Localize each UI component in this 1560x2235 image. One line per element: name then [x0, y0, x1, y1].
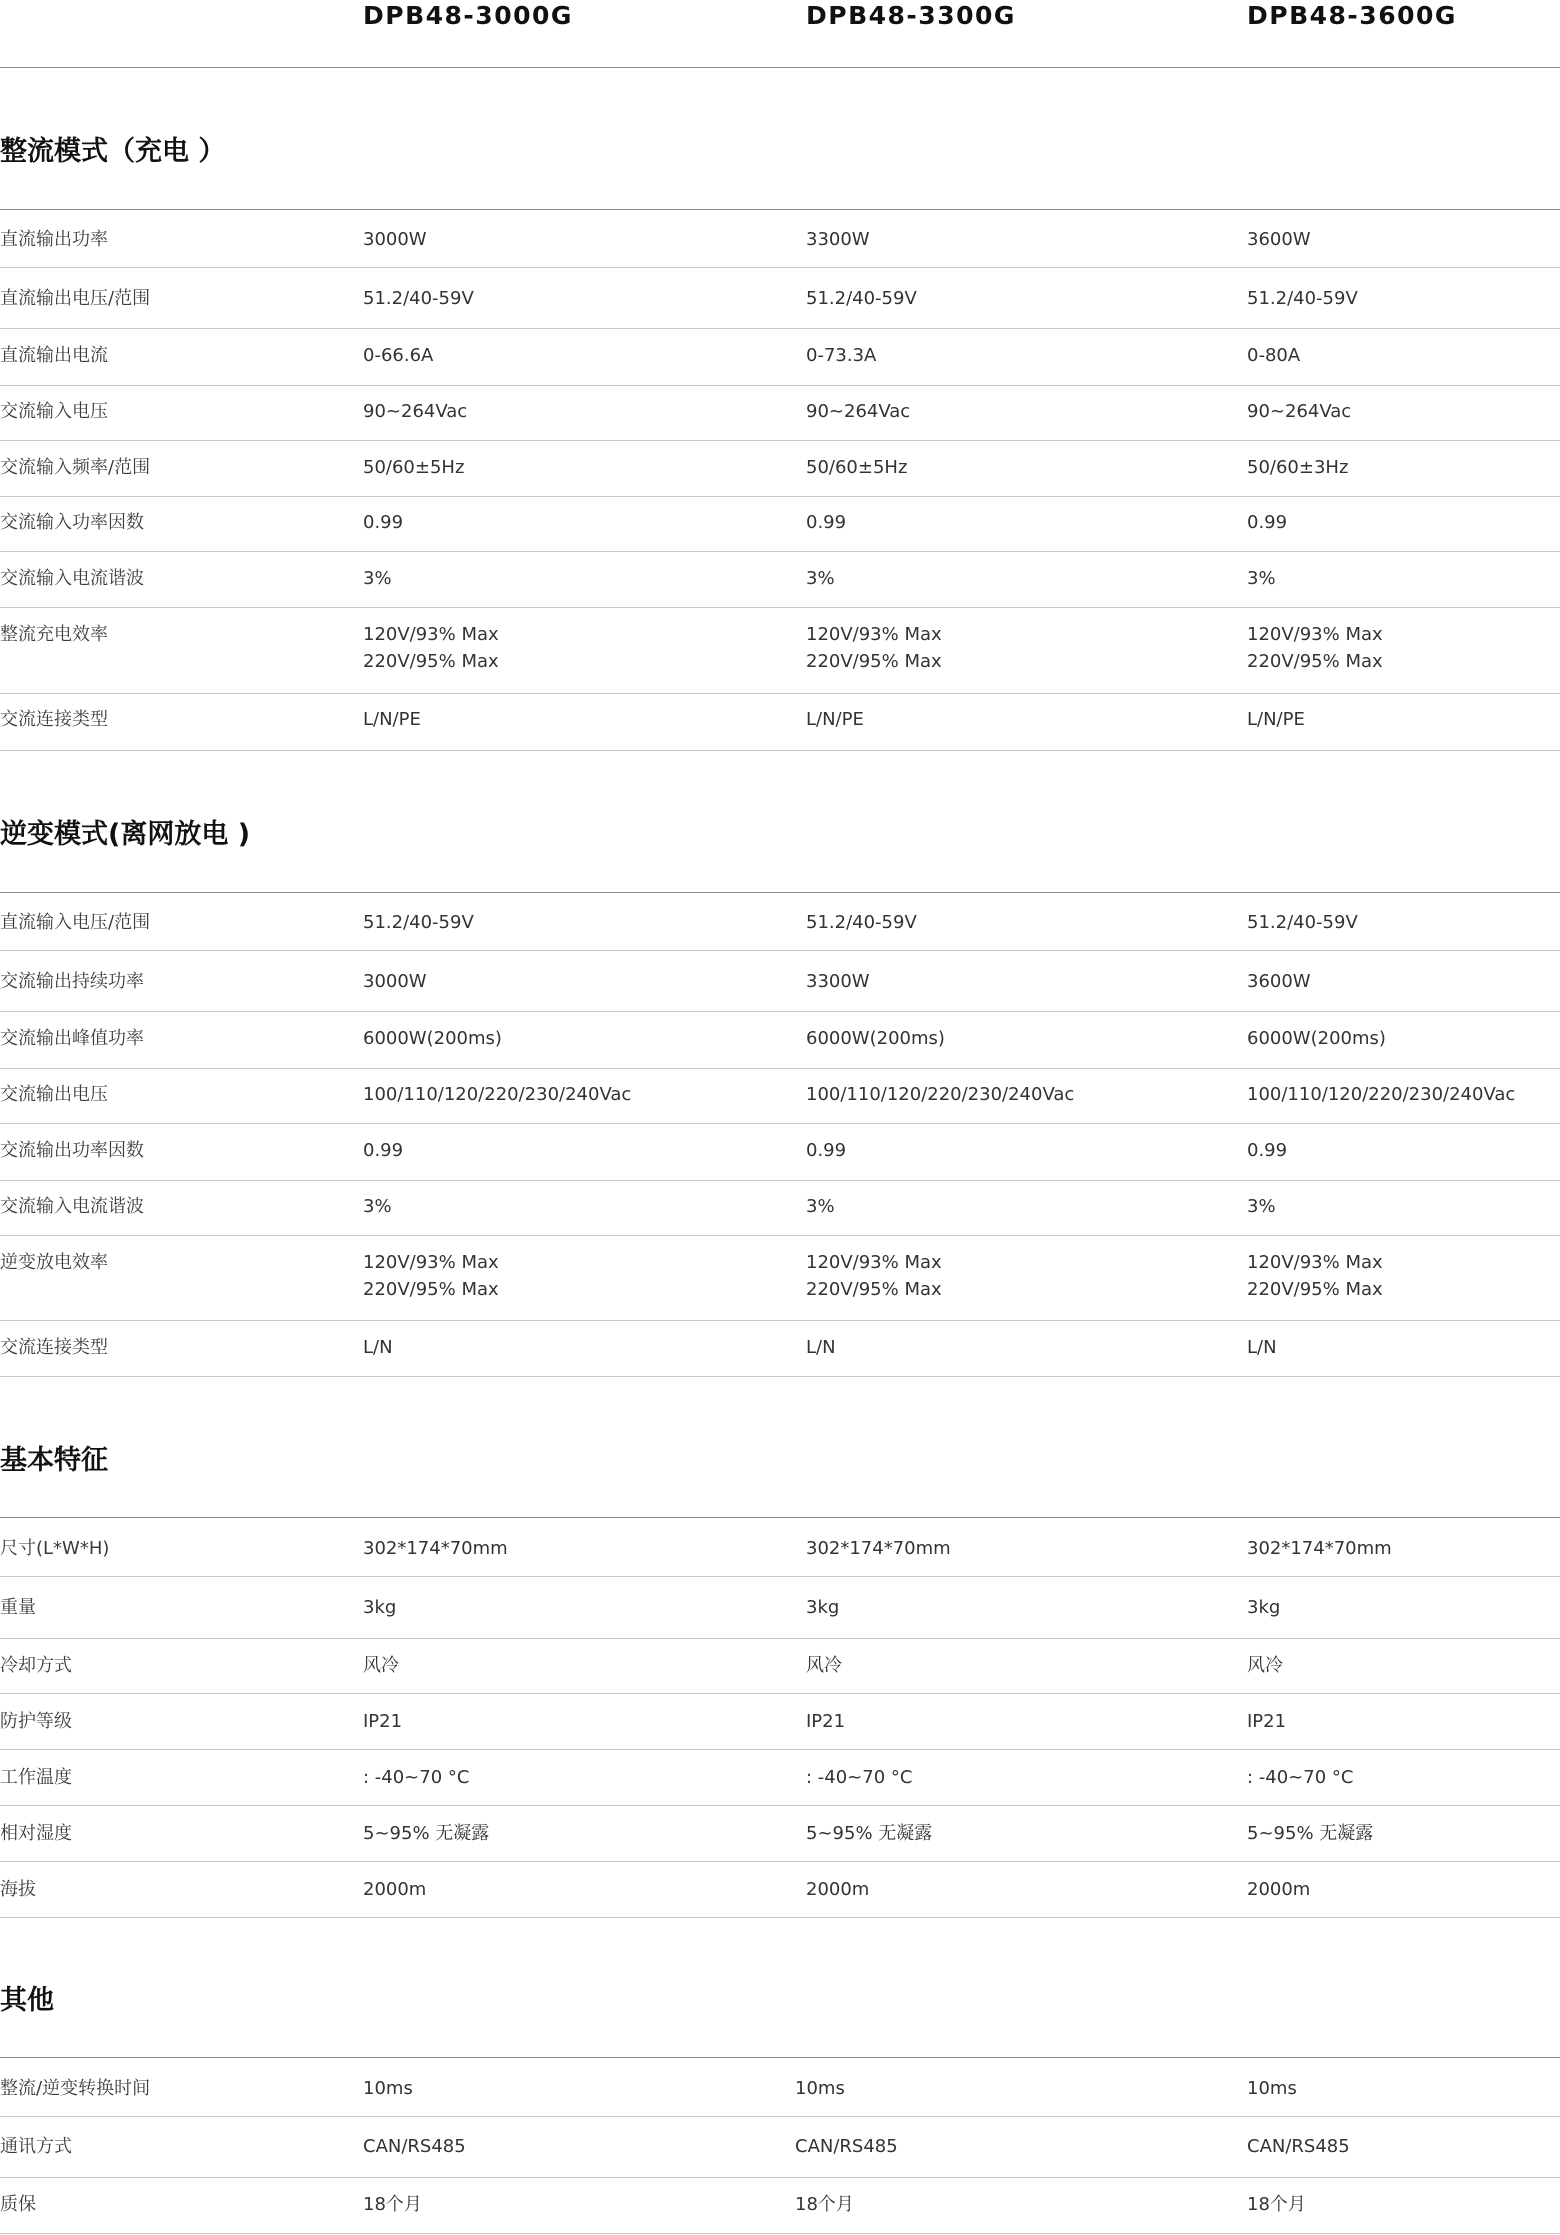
spec-value-model-3: 6000W(200ms) — [1247, 1028, 1386, 1049]
spec-label: 防护等级 — [0, 1711, 72, 1732]
spec-label: 海拔 — [0, 1879, 36, 1900]
spec-value-model-3: L/N/PE — [1247, 709, 1305, 730]
section-title: 整流模式（充电 ） — [0, 136, 226, 167]
spec-value-model-2: IP21 — [806, 1711, 846, 1732]
spec-value-model-2: 0.99 — [806, 512, 847, 533]
spec-label: 交流输出持续功率 — [0, 971, 144, 992]
spec-label: 交流输入功率因数 — [0, 512, 144, 533]
spec-label: 交流连接类型 — [0, 1337, 108, 1358]
row-divider — [0, 2233, 1560, 2234]
spec-value-model-1: 90~264Vac — [363, 401, 468, 422]
spec-value-model-3: 0.99 — [1247, 512, 1288, 533]
row-divider — [0, 607, 1560, 608]
row-divider — [0, 750, 1560, 751]
spec-value-model-1: 10ms — [363, 2078, 413, 2099]
row-divider — [0, 551, 1560, 552]
row-divider — [0, 1068, 1560, 1069]
row-divider — [0, 1861, 1560, 1862]
spec-value-model-2: 10ms — [795, 2078, 845, 2099]
spec-value-model-2: CAN/RS485 — [795, 2136, 898, 2157]
spec-value-model-2: 2000m — [806, 1879, 870, 1900]
row-divider — [0, 2177, 1560, 2178]
row-divider — [0, 950, 1560, 951]
row-divider — [0, 1693, 1560, 1694]
spec-value-model-2: 51.2/40-59V — [806, 912, 917, 933]
spec-value-model-3: 3600W — [1247, 971, 1311, 992]
spec-value-model-1: 50/60±5Hz — [363, 457, 465, 478]
spec-value-model-1: 3000W — [363, 971, 427, 992]
spec-label: 整流/逆变转换时间 — [0, 2078, 151, 2099]
row-divider — [0, 1123, 1560, 1124]
spec-value-model-3: 100/110/120/220/230/240Vac — [1247, 1084, 1516, 1105]
row-divider — [0, 1180, 1560, 1181]
spec-value-model-3: CAN/RS485 — [1247, 2136, 1350, 2157]
spec-label: 交流输入电压 — [0, 401, 108, 422]
spec-label: 重量 — [0, 1597, 36, 1618]
spec-value-model-3: 51.2/40-59V — [1247, 912, 1358, 933]
spec-value-model-3: 90~264Vac — [1247, 401, 1352, 422]
spec-value-model-1: 风冷 — [363, 1655, 399, 1676]
spec-value-model-2: L/N/PE — [806, 709, 864, 730]
spec-value-model-1: CAN/RS485 — [363, 2136, 466, 2157]
spec-value-model-3: 3% — [1247, 568, 1276, 589]
row-divider — [0, 1805, 1560, 1806]
spec-value-model-2: : -40~70 °C — [806, 1767, 913, 1788]
spec-value-model-1: 120V/93% Max 220V/95% Max — [363, 1252, 499, 1300]
spec-value-model-3: 2000m — [1247, 1879, 1311, 1900]
spec-label: 交流输出电压 — [0, 1084, 108, 1105]
spec-label: 交流输入频率/范围 — [0, 457, 151, 478]
spec-value-model-3: L/N — [1247, 1337, 1277, 1358]
row-divider — [0, 1576, 1560, 1577]
spec-value-model-1: 18个月 — [363, 2194, 422, 2215]
spec-value-model-2: 风冷 — [806, 1655, 842, 1676]
spec-value-model-1: L/N/PE — [363, 709, 421, 730]
spec-label: 工作温度 — [0, 1767, 72, 1788]
spec-label: 交流输出功率因数 — [0, 1140, 144, 1161]
row-divider — [0, 1376, 1560, 1377]
spec-value-model-2: L/N — [806, 1337, 836, 1358]
spec-value-model-1: L/N — [363, 1337, 393, 1358]
spec-label: 通讯方式 — [0, 2136, 72, 2157]
spec-value-model-1: 3kg — [363, 1597, 397, 1618]
spec-value-model-2: 50/60±5Hz — [806, 457, 908, 478]
spec-value-model-2: 3kg — [806, 1597, 840, 1618]
header-divider — [0, 67, 1560, 68]
spec-value-model-3: 0.99 — [1247, 1140, 1288, 1161]
spec-value-model-1: 302*174*70mm — [363, 1538, 508, 1559]
row-divider — [0, 267, 1560, 268]
row-divider — [0, 496, 1560, 497]
section-divider — [0, 209, 1560, 210]
spec-label: 整流充电效率 — [0, 624, 108, 645]
row-divider — [0, 2116, 1560, 2117]
spec-value-model-3: 0-80A — [1247, 345, 1301, 366]
spec-value-model-2: 302*174*70mm — [806, 1538, 951, 1559]
spec-value-model-2: 0-73.3A — [806, 345, 877, 366]
row-divider — [0, 1235, 1560, 1236]
spec-value-model-2: 0.99 — [806, 1140, 847, 1161]
spec-label: 尺寸(L*W*H) — [0, 1538, 110, 1559]
spec-value-model-3: 120V/93% Max 220V/95% Max — [1247, 1252, 1383, 1300]
spec-label: 交流输出峰值功率 — [0, 1028, 144, 1049]
section-title: 其他 — [0, 1985, 54, 2016]
spec-value-model-1: 51.2/40-59V — [363, 288, 474, 309]
spec-label: 交流连接类型 — [0, 709, 108, 730]
spec-value-model-3: IP21 — [1247, 1711, 1287, 1732]
spec-value-model-2: 6000W(200ms) — [806, 1028, 945, 1049]
row-divider — [0, 1320, 1560, 1321]
row-divider — [0, 385, 1560, 386]
spec-label: 冷却方式 — [0, 1655, 72, 1676]
spec-value-model-3: 10ms — [1247, 2078, 1297, 2099]
model-header-1: DPB48-3000G — [363, 1, 573, 30]
spec-value-model-1: : -40~70 °C — [363, 1767, 470, 1788]
spec-value-model-3: 18个月 — [1247, 2194, 1306, 2215]
spec-value-model-1: 0.99 — [363, 512, 404, 533]
row-divider — [0, 1917, 1560, 1918]
spec-value-model-3: 302*174*70mm — [1247, 1538, 1392, 1559]
spec-value-model-3: 50/60±3Hz — [1247, 457, 1349, 478]
spec-value-model-2: 3% — [806, 568, 835, 589]
spec-label: 交流输入电流谐波 — [0, 568, 144, 589]
spec-value-model-3: 51.2/40-59V — [1247, 288, 1358, 309]
spec-label: 直流输出功率 — [0, 229, 108, 250]
row-divider — [0, 1011, 1560, 1012]
spec-value-model-2: 120V/93% Max 220V/95% Max — [806, 1252, 942, 1300]
row-divider — [0, 693, 1560, 694]
spec-value-model-2: 18个月 — [795, 2194, 854, 2215]
spec-value-model-1: 120V/93% Max 220V/95% Max — [363, 624, 499, 672]
spec-value-model-2: 90~264Vac — [806, 401, 911, 422]
spec-value-model-3: 3kg — [1247, 1597, 1281, 1618]
spec-value-model-1: 5~95% 无凝露 — [363, 1823, 490, 1844]
spec-value-model-2: 3300W — [806, 971, 870, 992]
spec-value-model-1: IP21 — [363, 1711, 403, 1732]
spec-label: 质保 — [0, 2194, 36, 2215]
section-divider — [0, 1517, 1560, 1518]
spec-value-model-1: 100/110/120/220/230/240Vac — [363, 1084, 632, 1105]
row-divider — [0, 328, 1560, 329]
spec-value-model-2: 3300W — [806, 229, 870, 250]
spec-value-model-1: 3000W — [363, 229, 427, 250]
row-divider — [0, 440, 1560, 441]
spec-value-model-1: 3% — [363, 1196, 392, 1217]
spec-label: 直流输出电压/范围 — [0, 288, 151, 309]
section-divider — [0, 2057, 1560, 2058]
section-title: 基本特征 — [0, 1445, 108, 1476]
spec-value-model-3: : -40~70 °C — [1247, 1767, 1354, 1788]
model-header-3: DPB48-3600G — [1247, 1, 1457, 30]
spec-value-model-1: 51.2/40-59V — [363, 912, 474, 933]
spec-label: 直流输入电压/范围 — [0, 912, 151, 933]
spec-value-model-3: 风冷 — [1247, 1655, 1283, 1676]
section-title: 逆变模式(离网放电 ) — [0, 819, 251, 850]
spec-value-model-1: 2000m — [363, 1879, 427, 1900]
spec-value-model-1: 3% — [363, 568, 392, 589]
spec-value-model-1: 6000W(200ms) — [363, 1028, 502, 1049]
spec-label: 逆变放电效率 — [0, 1252, 108, 1273]
row-divider — [0, 1749, 1560, 1750]
spec-label: 直流输出电流 — [0, 345, 108, 366]
spec-value-model-3: 3600W — [1247, 229, 1311, 250]
spec-label: 相对湿度 — [0, 1823, 72, 1844]
section-divider — [0, 892, 1560, 893]
row-divider — [0, 1638, 1560, 1639]
spec-value-model-2: 120V/93% Max 220V/95% Max — [806, 624, 942, 672]
spec-label: 交流输入电流谐波 — [0, 1196, 144, 1217]
spec-value-model-3: 5~95% 无凝露 — [1247, 1823, 1374, 1844]
spec-value-model-2: 100/110/120/220/230/240Vac — [806, 1084, 1075, 1105]
spec-value-model-2: 51.2/40-59V — [806, 288, 917, 309]
spec-value-model-3: 3% — [1247, 1196, 1276, 1217]
model-header-2: DPB48-3300G — [806, 1, 1016, 30]
spec-value-model-2: 5~95% 无凝露 — [806, 1823, 933, 1844]
spec-value-model-1: 0-66.6A — [363, 345, 434, 366]
spec-value-model-2: 3% — [806, 1196, 835, 1217]
spec-value-model-3: 120V/93% Max 220V/95% Max — [1247, 624, 1383, 672]
spec-value-model-1: 0.99 — [363, 1140, 404, 1161]
